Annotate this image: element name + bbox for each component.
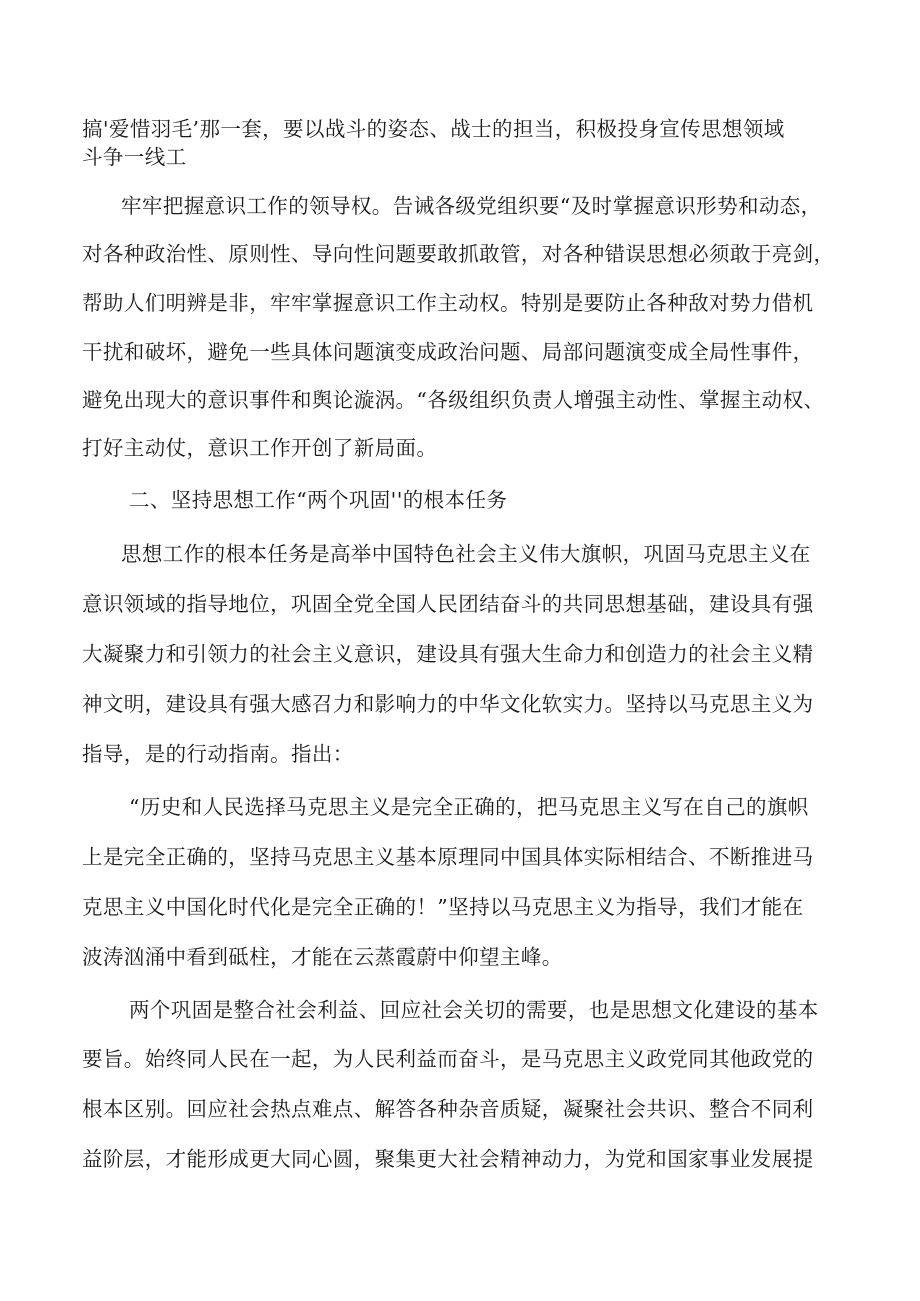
text-line: 帮助人们明辨是非，牢牢掌握意识工作主动权。特别是要防止各种敌对势力借机	[82, 291, 814, 315]
text-line: 避免出现大的意识事件和舆论漩涡。“各级组织负责人增强主动性、掌握主动权、	[82, 388, 825, 412]
text-line: 要旨。始终同人民在一起，为人民利益而奋斗，是马克思主义政党同其他政党的	[82, 1047, 814, 1071]
text-line: 斗争一线工	[82, 145, 187, 169]
text-line: 思想工作的根本任务是高举中国特色社会主义伟大旗帜，巩固马克思主义在	[121, 542, 811, 566]
text-line: 指导，是的行动指南。指出：	[82, 742, 354, 766]
text-line: 打好主动仗，意识工作开创了新局面。	[82, 436, 438, 460]
text-line: 上是完全正确的，坚持马克思主义基本原理同中国具体实际相结合、不断推进马	[82, 845, 814, 869]
text-line: 两个巩固是整合社会利益、回应社会关切的需要，也是思想文化建设的基本	[129, 998, 819, 1022]
text-line: 根本区别。回应社会热点难点、解答各种杂音质疑，凝聚社会共识、整合不同利	[82, 1097, 814, 1121]
text-line: “历史和人民选择马克思主义是完全正确的，把马克思主义写在自己的旗帜	[129, 795, 809, 819]
text-line: 对各种政治性、原则性、导向性问题要敢抓敢管，对各种错误思想必须敢于亮剑，	[82, 242, 835, 266]
text-line: 波涛汹涌中看到砥柱，才能在云蒸霞蔚中仰望主峰。	[82, 945, 563, 969]
text-line: 意识领域的指导地位，巩固全党全国人民团结奋斗的共同思想基础，建设具有强	[82, 592, 814, 616]
text-line: 大凝聚力和引领力的社会主义意识，建设具有强大生命力和创造力的社会主义精	[82, 642, 814, 666]
text-line: 神文明，建设具有强大感召力和影响力的中华文化软实力。坚持以马克思主义为	[82, 692, 814, 716]
text-line: 干扰和破坏，避免一些具体问题演变成政治问题、局部问题演变成全局性事件，	[82, 340, 814, 364]
text-line: 搞'爱惜羽毛’那一套，要以战斗的姿态、战士的担当，积极投身宣传思想领域	[82, 117, 785, 141]
text-line: 克思主义中国化时代化是完全正确的！”坚持以马克思主义为指导，我们才能在	[82, 895, 804, 919]
text-line: 牢牢把握意识工作的领导权。告诫各级党组织要“及时掌握意识形势和动态，	[121, 194, 822, 218]
text-line: 益阶层，才能形成更大同心圆，聚集更大社会精神动力，为党和国家事业发展提	[82, 1147, 814, 1171]
heading-text: 二、坚持思想工作“两个巩固''的根本任务	[129, 488, 508, 512]
